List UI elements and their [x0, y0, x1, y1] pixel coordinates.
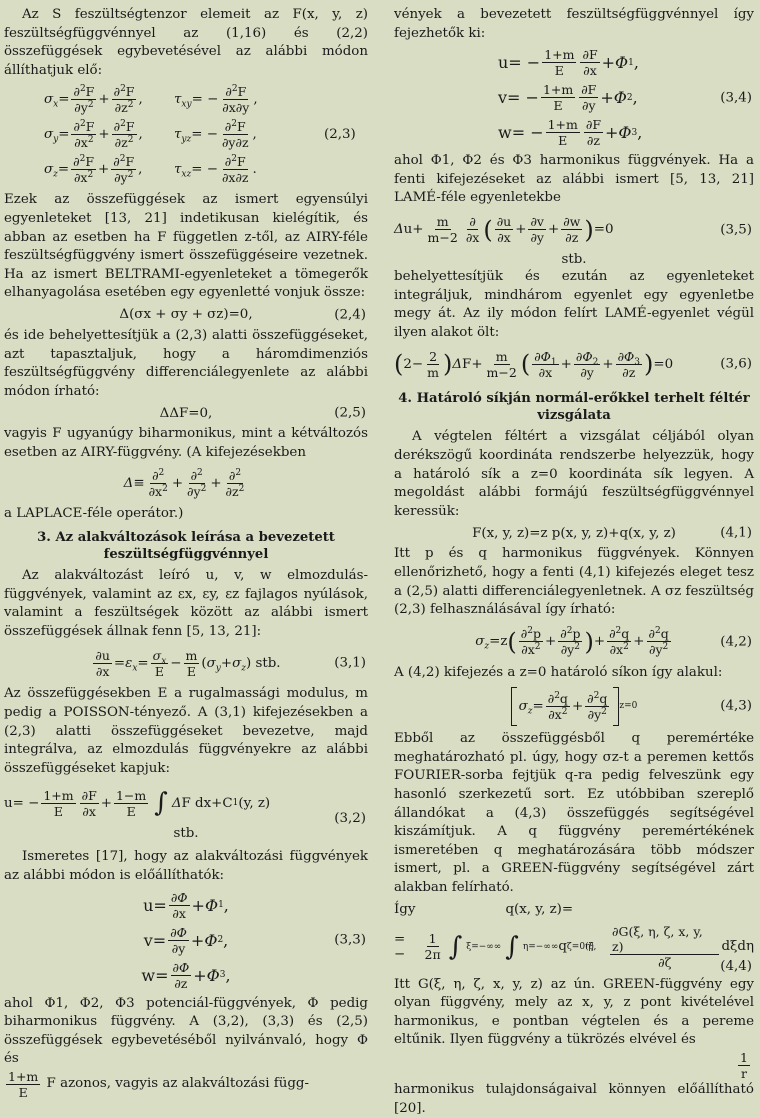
paragraph: vagyis F ugyanúgy biharmonikus, mint a kétváltozós esetben az AIRY-függvény. (A kifejezésekben: [4, 426, 368, 460]
paragraph: $\frac{1+m}{E}$ F azonos, vagyis az alakváltozási függ-: [8, 1069, 309, 1100]
equation-number: (2,4): [334, 307, 366, 323]
equation-4-4-lhs: Így q(x, y, z)=: [394, 902, 574, 918]
paragraph: Az alakváltozást leíró u, v, w elmozdulás-függvények, valamint az εx, εy, εz fajlagos nyúlások, valamint a feszültségek között az alábbi ismert összefüggések állnak fenn [5, 13, 21]:: [4, 568, 368, 639]
equation-number: (4,4): [720, 958, 752, 974]
paragraph: Ebből az összefüggésből q peremértéke meghatározható pl. úgy, hogy σz-t a peremen kettős FOURIER-sorba fejtjük q-ra pedig felveszünk egy hasonló szerkezetű sort. Ez utóbbiban szereplő állandókat a (4,3) összefüggés segítségével kiszámítjuk. A q függvény peremértékének ismeretében q meghatározására több módszer ismert, pl. a GREEN-függvény segítségével zárt alakban felírható.: [394, 731, 754, 896]
equation-3-3: u= $\frac{\partial\Phi}{\partial x}$ + Φ 1 , v= $\frac{\partial\Phi}{\partial y}$ + Φ 2 , w= $\frac{\partial\Phi}{\partial z}$ + Φ 3 , (3,3): [141, 889, 366, 991]
paragraph: Itt G(ξ, η, ζ, x, y, z) az ún. GREEN-függvény egy olyan függvény, mely az x, y, z pont kivételével harmonikus, e pontban végtelen és a pereme eltűnik. Ilyen függvény a tükrözés elvével és: [394, 976, 754, 1048]
equation-2-4: Δ(σx + σy + σz)=0, (2,4): [119, 307, 366, 323]
equation-number: (3,2): [334, 811, 366, 827]
paragraph: és ide behelyettesítjük a (2,3) alatti összefüggéseket, azt tapasztaljuk, hogy a háromdimenziós feszültségfüggvény differenciálegyenlete az alábbi módon írható:: [4, 327, 368, 399]
equation-2-5: ΔΔF=0, (2,5): [159, 405, 366, 421]
equation-number: (4,3): [720, 698, 752, 714]
left-column: [4, 6, 368, 1100]
paragraph: behelyettesítjük és ezután az egyenleteket integráljuk, mindhárom egyenlet egy egyenletbe megy át. Az ily módon felírt LAMÉ-egyenlet végül ilyen alakot ölt:: [394, 268, 754, 340]
right-column: [394, 6, 754, 1118]
section-heading-4: 4. Határoló síkján normál-erőkkel terhelt féltér vizsgálata: [398, 391, 750, 424]
equation-number: (4,1): [720, 525, 752, 541]
laplace-operator: Δ ≡ $\frac{\partial^2}{\partial x^2}$ + $\frac{\partial^2}{\partial y^2}$ + $\frac{\partial^2}{\partial z^2}$: [123, 467, 245, 499]
equation-number: (3,1): [334, 655, 366, 671]
equation-3-1: $\frac{\partial u}{\partial x}$ = $\varepsilon_x$ = $\frac{\sigma_x}{E}$ − $\frac{m}{E}$ ( $\sigma_y$ + $\sigma_z$ ) stb. (3,1): [95, 647, 366, 679]
paragraph: $\frac{1}{r}$: [740, 1050, 748, 1081]
equation-4-3: $\sigma_z$ = $\frac{\partial^2q}{\partial x^2}$ + $\frac{\partial^2q}{\partial y^2}$ z=0 (4,3): [394, 684, 754, 728]
equation-3-2: u= − $\frac{1+m}{E}$ $\frac{\partial F}{\partial x}$ + $\frac{1-m}{E}$ ∫ Δ F dx+C 1 (y, z) (3,2): [4, 787, 366, 827]
equation-3-6: ( 2− $\frac{2}{m}$ ) Δ F+ $\frac{m}{m-2}$ ( $\frac{\partial\Phi_1}{\partial x}$ + $\frac{\partial\Phi_2}{\partial y}$ + $\frac{\partial\Phi_3}{\partial z}$ ) =0 (3,6): [394, 348, 752, 380]
equation-4-1: F(x, y, z)=z p(x, y, z)+q(x, y, z) (4,1): [472, 525, 752, 541]
equation-3-4: u= − $\frac{1+m}{E}$ $\frac{\partial F}{\partial x}$ + Φ 1 , v= − $\frac{1+m}{E}$ $\frac{\partial F}{\partial y}$ + Φ 2 , w= − $\frac{1+m}{E}$ $\frac{\partial F}{\partial z}$ + Φ 3 , (3,4): [498, 47, 752, 149]
equation-number: (3,3): [334, 932, 366, 948]
equation-number: (3,4): [720, 90, 752, 106]
equation-number: (3,6): [720, 356, 752, 372]
stb-label: stb.: [561, 251, 587, 267]
equation-2-3: $\sigma_x$ = $\frac{\partial^2F}{\partial y^2}$ + $\frac{\partial^2F}{\partial z^2}$ , $\tau_{xy}$ = − $\frac{\partial^2F}{\partial x\partial y}$ , $\sigma_y$ = $\frac{\partial^2F}{\partial x^2}$ + $\frac{\partial^2F}{\partial z^2}$ , $\tau_{yz}$ = − $\frac{\partial^2F}{\partial y\partial z}$ , (2,3) $\sigma_z$ = $\frac{\partial^2F}{\partial x^2}$ + $\frac{\partial^2F}{\partial y^2}$ , $\tau_{xz}$ = − $\frac{\partial^2F}{\partial x\partial z}$ .: [44, 84, 368, 185]
paragraph: A végtelen féltért a vizsgálat céljából olyan derékszögű koordináta rendszerbe helyezzük, hogy a határoló sík a z=0 koordináta sík legyen. A megoldást alábbi formájú feszültségfüggvénnyel keressük:: [394, 429, 754, 519]
paragraph: Ismeretes [17], hogy az alakváltozási függvények az alábbi módon is előállíthatók:: [4, 849, 368, 884]
equation-number: (2,5): [334, 405, 366, 421]
paragraph: Itt p és q harmonikus függvények. Könnyen ellenőrizhető, hogy a fenti (4,1) kifejezés eleget tesz a (2,5) alatti differenciálegyenletnek. A σz feszültség (2,3) felhasználásával így írható:: [394, 546, 754, 618]
equation-number: (4,2): [720, 634, 752, 650]
stb-label: stb.: [173, 826, 199, 842]
equation-4-2: $\sigma_z$ =z ( $\frac{\partial^2p}{\partial x^2}$ + $\frac{\partial^2p}{\partial y^2}$ ) + $\frac{\partial^2q}{\partial x^2}$ + $\frac{\partial^2q}{\partial y^2}$ (4,2): [475, 626, 752, 658]
paragraph: ahol Φ1, Φ2, Φ3 potenciál-függvények, Φ pedig biharmonikus függvény. A (3,2), (3,3) és (2,5) összefüggések egybevetéséből nyilvánvaló, hogy Φ és: [4, 995, 368, 1067]
paragraph: ahol Φ1, Φ2 és Φ3 harmonikus függvények. Ha a fenti kifejezéseket az alábbi ismert [5, 13, 21] LAMÉ-féle egyenletekbe: [394, 153, 754, 206]
paragraph: Az összefüggésekben E a rugalmassági modulus, m pedig a POISSON-tényező. A (3,1) kifejezésekben a (2,3) alatti összefüggéseket bevezetve, majd integrálva, az elmozdulás függvényekre az alábbi összefüggéseket kapjuk:: [4, 686, 368, 776]
equation-3-5: Δ u+ $\frac{m}{m-2}$ $\frac{\partial}{\partial x}$ ( $\frac{\partial u}{\partial x}$ + $\frac{\partial v}{\partial y}$ + $\frac{\partial w}{\partial z}$ ) =0 (3,5): [394, 214, 752, 246]
paragraph: harmonikus tulajdonságaival könnyen előállítható [20].: [394, 1082, 754, 1116]
equation-4-4: = − $\frac{1}{2\pi}$ ∫ ξ=−∞ ∞ ∫ η=−∞ ∞ q ζ=0 (ξ, η) $\frac{\partial G(\xi, \eta, \zeta, x, y, z)}{\partial\zeta}$ dξdη (4,4): [394, 923, 754, 974]
paragraph: a LAPLACE-féle operátor.): [4, 505, 184, 521]
paragraph: vények a bevezetett feszültségfüggvénnyel így fejezhetők ki:: [394, 7, 754, 41]
section-heading-3: 3. Az alakváltozások leírása a bevezetett feszültségfüggvénnyel: [37, 530, 335, 563]
equation-number: (3,5): [720, 222, 752, 238]
paragraph: A (4,2) kifejezés a z=0 határoló síkon így alakul:: [394, 664, 723, 680]
equation-number: (2,3): [324, 127, 356, 143]
paragraph: Ezek az összefüggések az ismert egyensúlyi egyenleteket [13, 21] indetikusan kielégítik, és abban az esetben ha F független z-től, az AIRY-féle feszültségfüggvény ismert összefüggéseire vezetnek. Ha az ismert BELTRAMI-egyenleteket a tömegerők elhanyagolása esetében egy egyenletté vonjuk össze:: [4, 192, 368, 301]
paragraph: Az S feszültségtenzor elemeit az F(x, y, z) feszültségfüggvénnyel az (1,16) és (2,2) összefüggések egybevetésével az alábbi módon állíthatjuk elő:: [4, 7, 368, 78]
